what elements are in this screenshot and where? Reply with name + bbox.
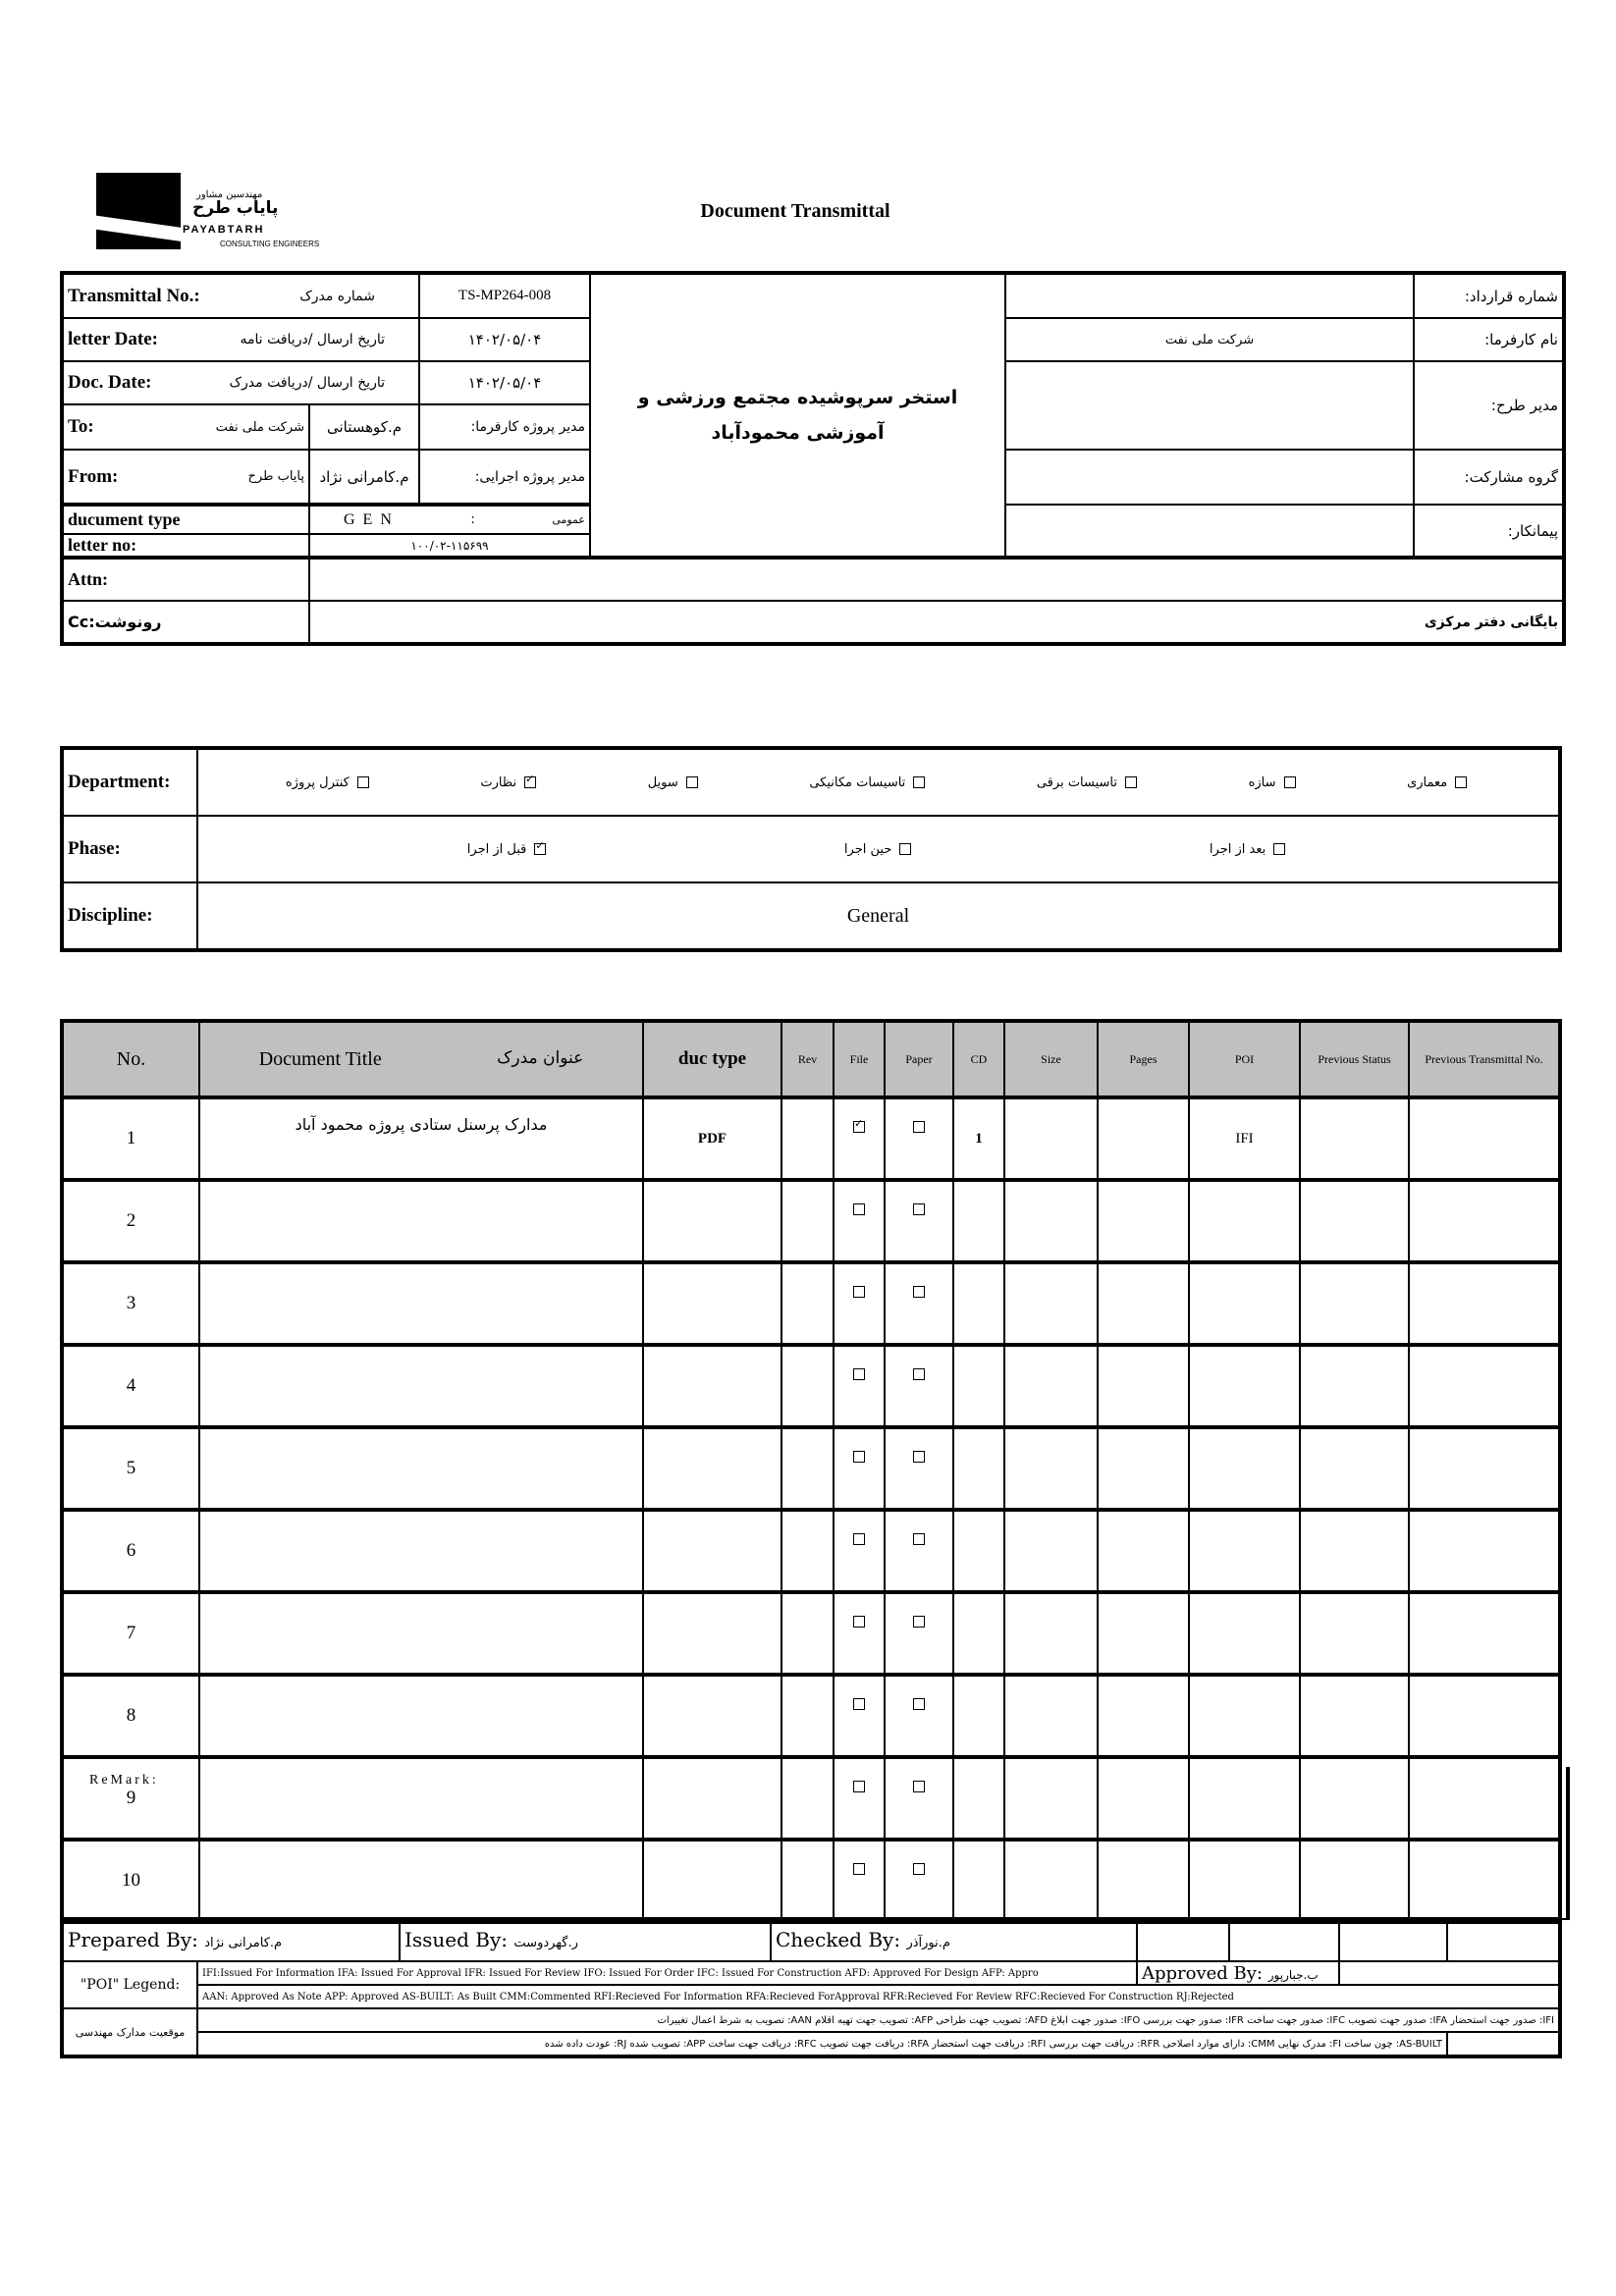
row-cd[interactable]: [953, 1345, 1004, 1427]
department-option-mechanical[interactable]: تاسیسات مکانیکی: [809, 775, 929, 790]
checkbox-icon[interactable]: [913, 1698, 925, 1710]
row-number: 2: [62, 1180, 199, 1262]
row-paper[interactable]: [885, 1180, 953, 1262]
exec-pm-label: مدیر پروژه اجرایی:: [419, 450, 590, 505]
row-size[interactable]: [1004, 1345, 1098, 1427]
row-prev-transmittal[interactable]: [1409, 1180, 1560, 1262]
department-option-architecture[interactable]: معماری: [1407, 775, 1471, 790]
row-prev-transmittal[interactable]: [1409, 1675, 1560, 1757]
row-size[interactable]: [1004, 1262, 1098, 1345]
phase-option-before[interactable]: ✓ قبل از اجرا: [467, 842, 551, 857]
row-prev-status[interactable]: [1300, 1262, 1409, 1345]
to-person[interactable]: م.کوهستانی: [309, 404, 419, 450]
client-name-label: نام کارفرما:: [1414, 318, 1564, 361]
document-type-value[interactable]: G E N : عمومی: [309, 505, 590, 534]
checkbox-icon[interactable]: [853, 1203, 865, 1215]
signature-cell-4: [1447, 1918, 1560, 1961]
partnership-label: گروه مشارکت:: [1414, 450, 1564, 505]
logo-name-en: PAYABTARH: [183, 224, 265, 236]
checkbox-checked-icon[interactable]: [853, 1121, 865, 1133]
row-prev-transmittal[interactable]: [1409, 1097, 1560, 1180]
checkbox-icon[interactable]: [853, 1286, 865, 1298]
row-file[interactable]: [834, 1262, 885, 1345]
engineering-status-line-1: IFI: صدور جهت استحضار IFA: صدور جهت تصویب IFC: صدور جهت ساخت IFR: صدور جهت بررسی IFO: صدور جهت ابلاغ AFD: تصویب جهت طراحی AFP: تصویب جهت تهیه اقلام AAN: تصویب به شرط اعمال تغییرات: [197, 2008, 1560, 2032]
row-paper[interactable]: [885, 1592, 953, 1675]
row-pages[interactable]: [1098, 1262, 1189, 1345]
letter-no-value[interactable]: ۱۰۰/۰۲-۱۱۵۶۹۹: [309, 534, 590, 558]
row-size[interactable]: [1004, 1675, 1098, 1757]
row-rev[interactable]: [781, 1427, 834, 1510]
engineering-status-label: موقعیت مدارک مهندسی: [62, 2008, 197, 2056]
checkbox-icon[interactable]: [913, 1286, 925, 1298]
row-cd[interactable]: [953, 1262, 1004, 1345]
legend-blank: [1339, 1961, 1560, 1985]
checkbox-icon[interactable]: [1284, 776, 1296, 788]
row-paper[interactable]: [885, 1675, 953, 1757]
table-row: [62, 1510, 1560, 1592]
row-pages[interactable]: [1098, 1097, 1189, 1180]
checkbox-checked-icon[interactable]: [534, 843, 546, 855]
row-file[interactable]: [834, 1097, 885, 1180]
row-prev-status[interactable]: [1300, 1592, 1409, 1675]
row-duc-type[interactable]: [643, 1427, 781, 1510]
row-cd[interactable]: [953, 1427, 1004, 1510]
footer-table: [60, 1917, 1562, 2058]
letter-date-value[interactable]: ۱۴۰۲/۰۵/۰۴: [419, 318, 590, 361]
poi-legend-label: "POI" Legend:: [62, 1961, 197, 2008]
row-size[interactable]: [1004, 1427, 1098, 1510]
row-cd[interactable]: [953, 1510, 1004, 1592]
department-option-electrical[interactable]: تاسیسات برقی: [1037, 775, 1141, 790]
row-file[interactable]: [834, 1675, 885, 1757]
row-prev-status[interactable]: [1300, 1510, 1409, 1592]
phase-option-during[interactable]: حین اجرا: [844, 842, 915, 857]
checkbox-icon[interactable]: [853, 1616, 865, 1628]
row-rev[interactable]: [781, 1262, 834, 1345]
checkbox-icon[interactable]: [1455, 776, 1467, 788]
row-paper[interactable]: [885, 1510, 953, 1592]
col-header-poi: POI: [1189, 1021, 1300, 1097]
checkbox-icon[interactable]: [913, 1533, 925, 1545]
approved-by: Approved By: ب.جبارپور: [1137, 1961, 1339, 1985]
checkbox-icon[interactable]: [853, 1533, 865, 1545]
logo-subtitle-en: CONSULTING ENGINEERS: [220, 240, 320, 248]
logo-name-fa: پایاب طرح: [192, 198, 279, 218]
transmittal-no-value[interactable]: TS-MP264-008: [419, 273, 590, 318]
row-duc-type[interactable]: [643, 1345, 781, 1427]
row-pages[interactable]: [1098, 1180, 1189, 1262]
row-rev[interactable]: [781, 1097, 834, 1180]
checkbox-icon[interactable]: [1125, 776, 1137, 788]
partnership-value[interactable]: [1005, 450, 1414, 505]
row-poi[interactable]: [1189, 1180, 1300, 1262]
table-row: [62, 1675, 1560, 1757]
row-document-title[interactable]: [199, 1180, 643, 1262]
row-file[interactable]: [834, 1345, 885, 1427]
row-paper[interactable]: [885, 1345, 953, 1427]
doc-date-value[interactable]: ۱۴۰۲/۰۵/۰۴: [419, 361, 590, 404]
attn-label: Attn:: [62, 558, 309, 601]
row-prev-status[interactable]: [1300, 1345, 1409, 1427]
row-prev-transmittal[interactable]: [1409, 1262, 1560, 1345]
checkbox-icon[interactable]: [357, 776, 369, 788]
doc-date-label: Doc. Date: تاریخ ارسال /دریافت مدرک: [62, 361, 419, 404]
row-file[interactable]: [834, 1427, 885, 1510]
col-header-prev-status: Previous Status: [1300, 1021, 1409, 1097]
row-poi[interactable]: [1189, 1262, 1300, 1345]
row-pages[interactable]: [1098, 1427, 1189, 1510]
col-header-size: Size: [1004, 1021, 1098, 1097]
cc-label: Cc:رونوشت: [62, 601, 309, 644]
project-title: استخر سرپوشیده مجتمع ورزشی و آموزشی محمودآباد: [590, 273, 1005, 558]
plan-manager-label: مدیر طرح:: [1414, 361, 1564, 450]
page-title: Document Transmittal: [700, 200, 890, 222]
row-document-title[interactable]: مدارک پرسنل ستادی پروژه محمود آباد: [199, 1097, 643, 1180]
row-poi[interactable]: IFI: [1189, 1097, 1300, 1180]
phase-label: Phase:: [62, 816, 197, 882]
row-cd[interactable]: 1: [953, 1097, 1004, 1180]
row-prev-status[interactable]: [1300, 1427, 1409, 1510]
department-option-civil[interactable]: سویل: [648, 775, 702, 790]
row-number: 4: [62, 1345, 199, 1427]
contractor-value[interactable]: [1005, 505, 1414, 558]
col-header-title: Document Title عنوان مدرک: [199, 1021, 643, 1097]
row-rev[interactable]: [781, 1345, 834, 1427]
col-header-no: No.: [62, 1021, 199, 1097]
col-header-rev: Rev: [781, 1021, 834, 1097]
row-number: 1: [62, 1097, 199, 1180]
logo-subtitle-fa: مهندسین مشاور: [196, 189, 263, 200]
row-poi[interactable]: [1189, 1345, 1300, 1427]
row-pages[interactable]: [1098, 1675, 1189, 1757]
row-number: 7: [62, 1592, 199, 1675]
department-options: [197, 748, 1560, 816]
poi-legend-line-2: AAN: Approved As Note APP: Approved AS-BUILT: As Built CMM:Commented RFI:Recieved For Information RFA:Recieved ForApproval RFR:Recieved For Review RFC:Recieved For Construction RJ:Rejected: [197, 1985, 1560, 2008]
row-size[interactable]: [1004, 1510, 1098, 1592]
prepared-by: Prepared By: م.کامرانی نژاد: [62, 1918, 400, 1961]
checkbox-icon[interactable]: [853, 1698, 865, 1710]
checkbox-icon[interactable]: [913, 1451, 925, 1463]
row-document-title[interactable]: [199, 1262, 643, 1345]
poi-legend-line-1: IFI:Issued For Information IFA: Issued For Approval IFR: Issued For Review IFO: Issued For Order IFC: Issued For Construction AFD: Approved For Design AFP: Appro: [197, 1961, 1137, 1985]
col-header-paper: Paper: [885, 1021, 953, 1097]
legend-blank-2: [1447, 2032, 1560, 2056]
table-row: [62, 1262, 1560, 1345]
row-document-title[interactable]: [199, 1510, 643, 1592]
row-pages[interactable]: [1098, 1592, 1189, 1675]
department-option-project-control[interactable]: کنترل پروژه: [286, 775, 373, 790]
row-paper[interactable]: [885, 1262, 953, 1345]
row-prev-transmittal[interactable]: [1409, 1510, 1560, 1592]
row-cd[interactable]: [953, 1675, 1004, 1757]
row-size[interactable]: [1004, 1180, 1098, 1262]
col-header-duc-type: duc type: [643, 1021, 781, 1097]
from-person[interactable]: م.کامرانی نژاد: [309, 450, 419, 505]
checkbox-icon[interactable]: [913, 776, 925, 788]
row-document-title[interactable]: [199, 1427, 643, 1510]
phase-option-after[interactable]: بعد از اجرا: [1210, 842, 1289, 857]
classification-table: [60, 746, 1562, 952]
from-label: From: پایاب طرح: [62, 450, 309, 505]
row-prev-status[interactable]: [1300, 1180, 1409, 1262]
row-document-title[interactable]: [199, 1592, 643, 1675]
row-file[interactable]: [834, 1592, 885, 1675]
checkbox-icon[interactable]: [899, 843, 911, 855]
contract-no-label: شماره قرارداد:: [1414, 273, 1564, 318]
table-row: [62, 1592, 1560, 1675]
checkbox-icon[interactable]: [853, 1368, 865, 1380]
row-number: 8: [62, 1675, 199, 1757]
row-file[interactable]: [834, 1180, 885, 1262]
signature-cell-3: [1339, 1918, 1447, 1961]
table-row: [62, 1427, 1560, 1510]
letter-no-label: letter no:: [62, 534, 309, 558]
col-header-cd: CD: [953, 1021, 1004, 1097]
row-number: 3: [62, 1262, 199, 1345]
company-logo-mark: [96, 173, 181, 249]
document-type-label: ducument type: [62, 505, 309, 534]
col-header-prev-transmittal: Previous Transmittal No.: [1409, 1021, 1560, 1097]
row-duc-type[interactable]: PDF: [643, 1097, 781, 1180]
row-size[interactable]: [1004, 1592, 1098, 1675]
row-duc-type[interactable]: [643, 1592, 781, 1675]
row-number: 5: [62, 1427, 199, 1510]
row-prev-transmittal[interactable]: [1409, 1345, 1560, 1427]
phase-options: [197, 816, 1560, 882]
contract-no-value[interactable]: [1005, 273, 1414, 318]
row-number: 6: [62, 1510, 199, 1592]
letter-date-label: letter Date: تاریخ ارسال /دریافت نامه: [62, 318, 419, 361]
row-prev-transmittal[interactable]: [1409, 1427, 1560, 1510]
row-paper[interactable]: [885, 1097, 953, 1180]
transmittal-no-label: Transmittal No.: شماره مدرک: [62, 273, 419, 318]
row-paper[interactable]: [885, 1427, 953, 1510]
issued-by: Issued By: ر.گهردوست: [400, 1918, 771, 1961]
checkbox-icon[interactable]: [686, 776, 698, 788]
row-duc-type[interactable]: [643, 1262, 781, 1345]
col-header-file: File: [834, 1021, 885, 1097]
signature-cell-1: [1137, 1918, 1229, 1961]
row-poi[interactable]: [1189, 1510, 1300, 1592]
row-document-title[interactable]: [199, 1345, 643, 1427]
client-name-value[interactable]: شرکت ملی نفت: [1005, 318, 1414, 361]
table-row: [62, 1345, 1560, 1427]
engineering-status-line-2: AS-BUILT: چون ساخت FI: مدرک نهایی CMM: دارای موارد اصلاحی RFR: دریافت جهت بررسی RFI: دریافت جهت استحضار RFA: دریافت جهت تصویب RFC: دریافت جهت ساخت APP: تصویب شده RJ: عودت داده شده: [197, 2032, 1447, 2056]
checkbox-icon[interactable]: [913, 1368, 925, 1380]
checkbox-icon[interactable]: [913, 1121, 925, 1133]
department-label: Department:: [62, 748, 197, 816]
col-header-pages: Pages: [1098, 1021, 1189, 1097]
row-prev-status[interactable]: [1300, 1097, 1409, 1180]
row-pages[interactable]: [1098, 1510, 1189, 1592]
checkbox-icon[interactable]: [853, 1451, 865, 1463]
table-row: [62, 1180, 1560, 1262]
row-prev-transmittal[interactable]: [1409, 1592, 1560, 1675]
discipline-label: Discipline:: [62, 882, 197, 950]
contractor-label: پیمانکار:: [1414, 505, 1564, 558]
row-file[interactable]: [834, 1510, 885, 1592]
row-rev[interactable]: [781, 1675, 834, 1757]
department-option-structure[interactable]: سازه: [1249, 775, 1300, 790]
row-rev[interactable]: [781, 1180, 834, 1262]
header-table: [60, 271, 1566, 646]
checkbox-icon[interactable]: [1273, 843, 1285, 855]
plan-manager-value[interactable]: [1005, 361, 1414, 450]
cc-value[interactable]: بایگانی دفتر مرکزی: [309, 601, 1564, 644]
checkbox-checked-icon[interactable]: [524, 776, 536, 788]
row-poi[interactable]: [1189, 1592, 1300, 1675]
checkbox-icon[interactable]: [913, 1616, 925, 1628]
client-pm-label: مدیر پروژه کارفرما:: [419, 404, 590, 450]
to-label: To: شرکت ملی نفت: [62, 404, 309, 450]
row-duc-type[interactable]: [643, 1675, 781, 1757]
table-row: [62, 1097, 1560, 1180]
checkbox-icon[interactable]: [913, 1203, 925, 1215]
discipline-value[interactable]: General: [197, 882, 1560, 950]
row-document-title[interactable]: [199, 1675, 643, 1757]
row-pages[interactable]: [1098, 1345, 1189, 1427]
signature-cell-2: [1229, 1918, 1339, 1961]
row-rev[interactable]: [781, 1510, 834, 1592]
row-cd[interactable]: [953, 1592, 1004, 1675]
row-cd[interactable]: [953, 1180, 1004, 1262]
row-prev-status[interactable]: [1300, 1675, 1409, 1757]
row-poi[interactable]: [1189, 1675, 1300, 1757]
row-duc-type[interactable]: [643, 1510, 781, 1592]
row-number: 10: [62, 1840, 199, 1922]
row-poi[interactable]: [1189, 1427, 1300, 1510]
row-number: 9: [62, 1757, 199, 1840]
remark-area[interactable]: [60, 1767, 1570, 1920]
row-size[interactable]: [1004, 1097, 1098, 1180]
attn-value[interactable]: [309, 558, 1564, 601]
checked-by: Checked By: م.نورآذر: [771, 1918, 1137, 1961]
row-duc-type[interactable]: [643, 1180, 781, 1262]
department-option-supervision[interactable]: ✓ نظارت: [480, 775, 540, 790]
row-rev[interactable]: [781, 1592, 834, 1675]
remark-label: ReMark:: [89, 1773, 159, 1788]
